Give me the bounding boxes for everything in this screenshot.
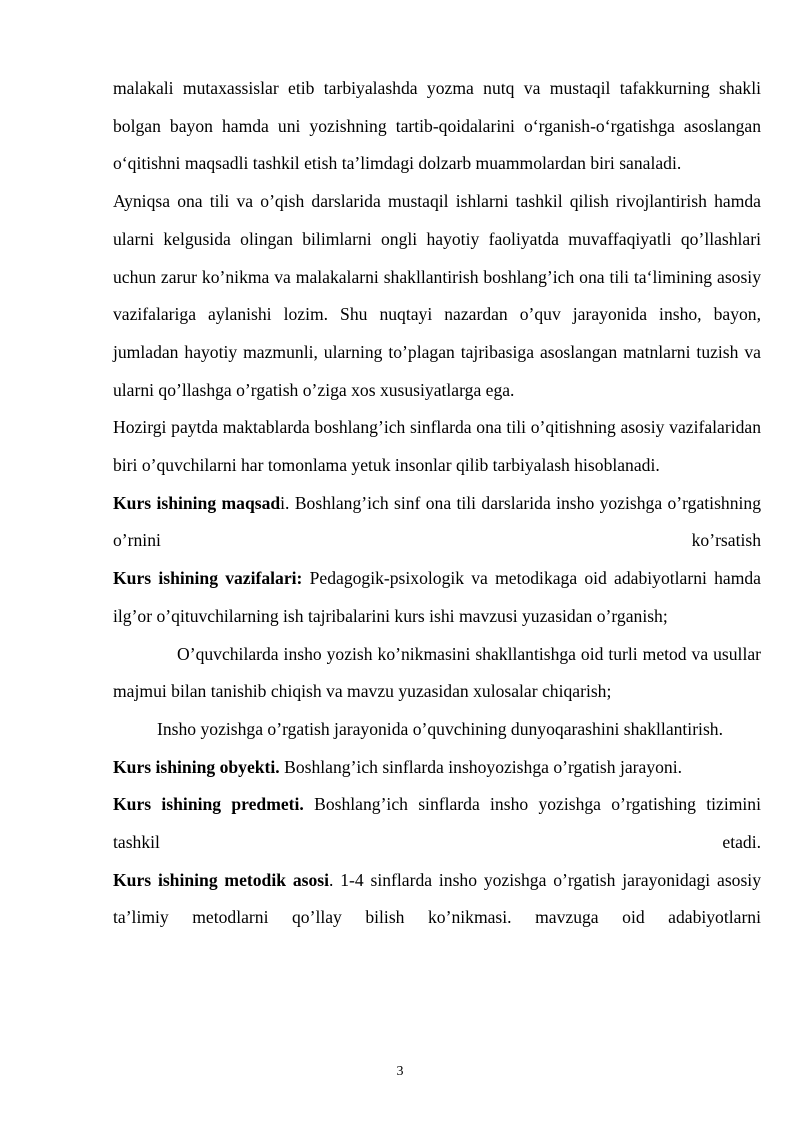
paragraph-text: Pedagogik-psixologik va metodikaga oid adabiyotlarni hamda ilg’or o’qituvchilarning ish tajribalarini kurs ishi mavzusi yuzasidan o’rganish;: [113, 568, 761, 626]
paragraph-text: . 1-4 sinflarda insho yozishga o’rgatish jarayonidagi asosiy ta’limiy metodlarni qo’llay bilish ko’nikmasi. mavzuga oid adabiyotlarni: [113, 869, 761, 928]
heading-vazifalari: Kurs ishining vazifalari:: [113, 568, 303, 589]
heading-predmeti: Kurs ishining predmeti.: [113, 794, 304, 815]
paragraph-text: Hozirgi paytda maktablarda boshlang’ich sinflarda ona tili o’qitishning asosiy vazifalaridan biri o’quvchilarni har tomonlama yetuk insonlar qilib tarbiyalash hisoblanadi.: [113, 417, 761, 476]
paragraph-hozirgi: [113, 409, 761, 484]
paragraph-text: Ayniqsa ona tili va o’qish darslarida mustaqil ishlarni tashkil qilish rivojlantirish hamda ularni kelgusida olingan bilimlarni ongli hayotiy faoliyatda muvaffaqiyatli qo’llashlari uchun zarur ko’nikma va malakalarni shakllantirish boshlang’ich ona tili taʻlimining asosiy vazifalariga aylanishi lozim. Shu nuqtayi nazardan o’quv jarayonida insho, bayon, jumladan hayotiy mazmunli, ularning to’plagan tajribasiga asoslangan matnlarni tuzish va ularni qo’llashga o’rgatish o’ziga xos xususiyatlarga ega.: [113, 191, 761, 400]
paragraph-text: malakali mutaxassislar etib tarbiyalashda yozma nutq va mustaqil tafakkurning shakli bolgan bayon hamda uni yozishning tartib-qoidalarini oʻrganish-oʻrgatishga asoslangan oʻqitishni maqsadli tashkil etish ta’limdagi dolzarb muammolardan biri sanaladi.: [113, 78, 761, 174]
paragraph-text: Boshlang’ich sinflarda inshoyozishga o’rgatish jarayoni.: [279, 756, 682, 777]
page-number: 3: [396, 1064, 404, 1079]
document-body: [113, 70, 761, 937]
heading-obyekti: Kurs ishining obyekti.: [113, 756, 280, 777]
paragraph-vazifalari: [113, 560, 761, 635]
paragraph-text: i. Boshlang’ich sinf ona tili darslarida insho yozishga o’rgatishning o’rnini ko’rsatish: [113, 492, 761, 551]
paragraph-maqsad: [113, 485, 761, 560]
paragraph-text: Insho yozishga o’rgatish jarayonida o’quvchining dunyoqarashini shakllantirish.: [157, 718, 723, 739]
paragraph-task-3: [113, 711, 761, 749]
paragraph-predmeti: [113, 786, 761, 861]
paragraph-text: Boshlang’ich sinflarda insho yozishga o’rgatishing tizimini tashkil etadi.: [113, 794, 761, 853]
paragraph-text: O’quvchilarda insho yozish ko’nikmasini shakllantishga oid turli metod va usullar majmui bilan tanishib chiqish va mavzu yuzasidan xulosalar chiqarish;: [113, 643, 761, 702]
paragraph-task-2: [113, 636, 761, 711]
heading-metodik-asosi: Kurs ishining metodik asosi: [113, 869, 330, 890]
paragraph-metodik-asosi: [113, 862, 761, 937]
paragraph-obyekti: [113, 749, 761, 787]
paragraph-ayniqsa: [113, 183, 761, 409]
paragraph-intro: [113, 70, 761, 183]
heading-maqsad: Kurs ishining maqsad: [113, 492, 281, 513]
